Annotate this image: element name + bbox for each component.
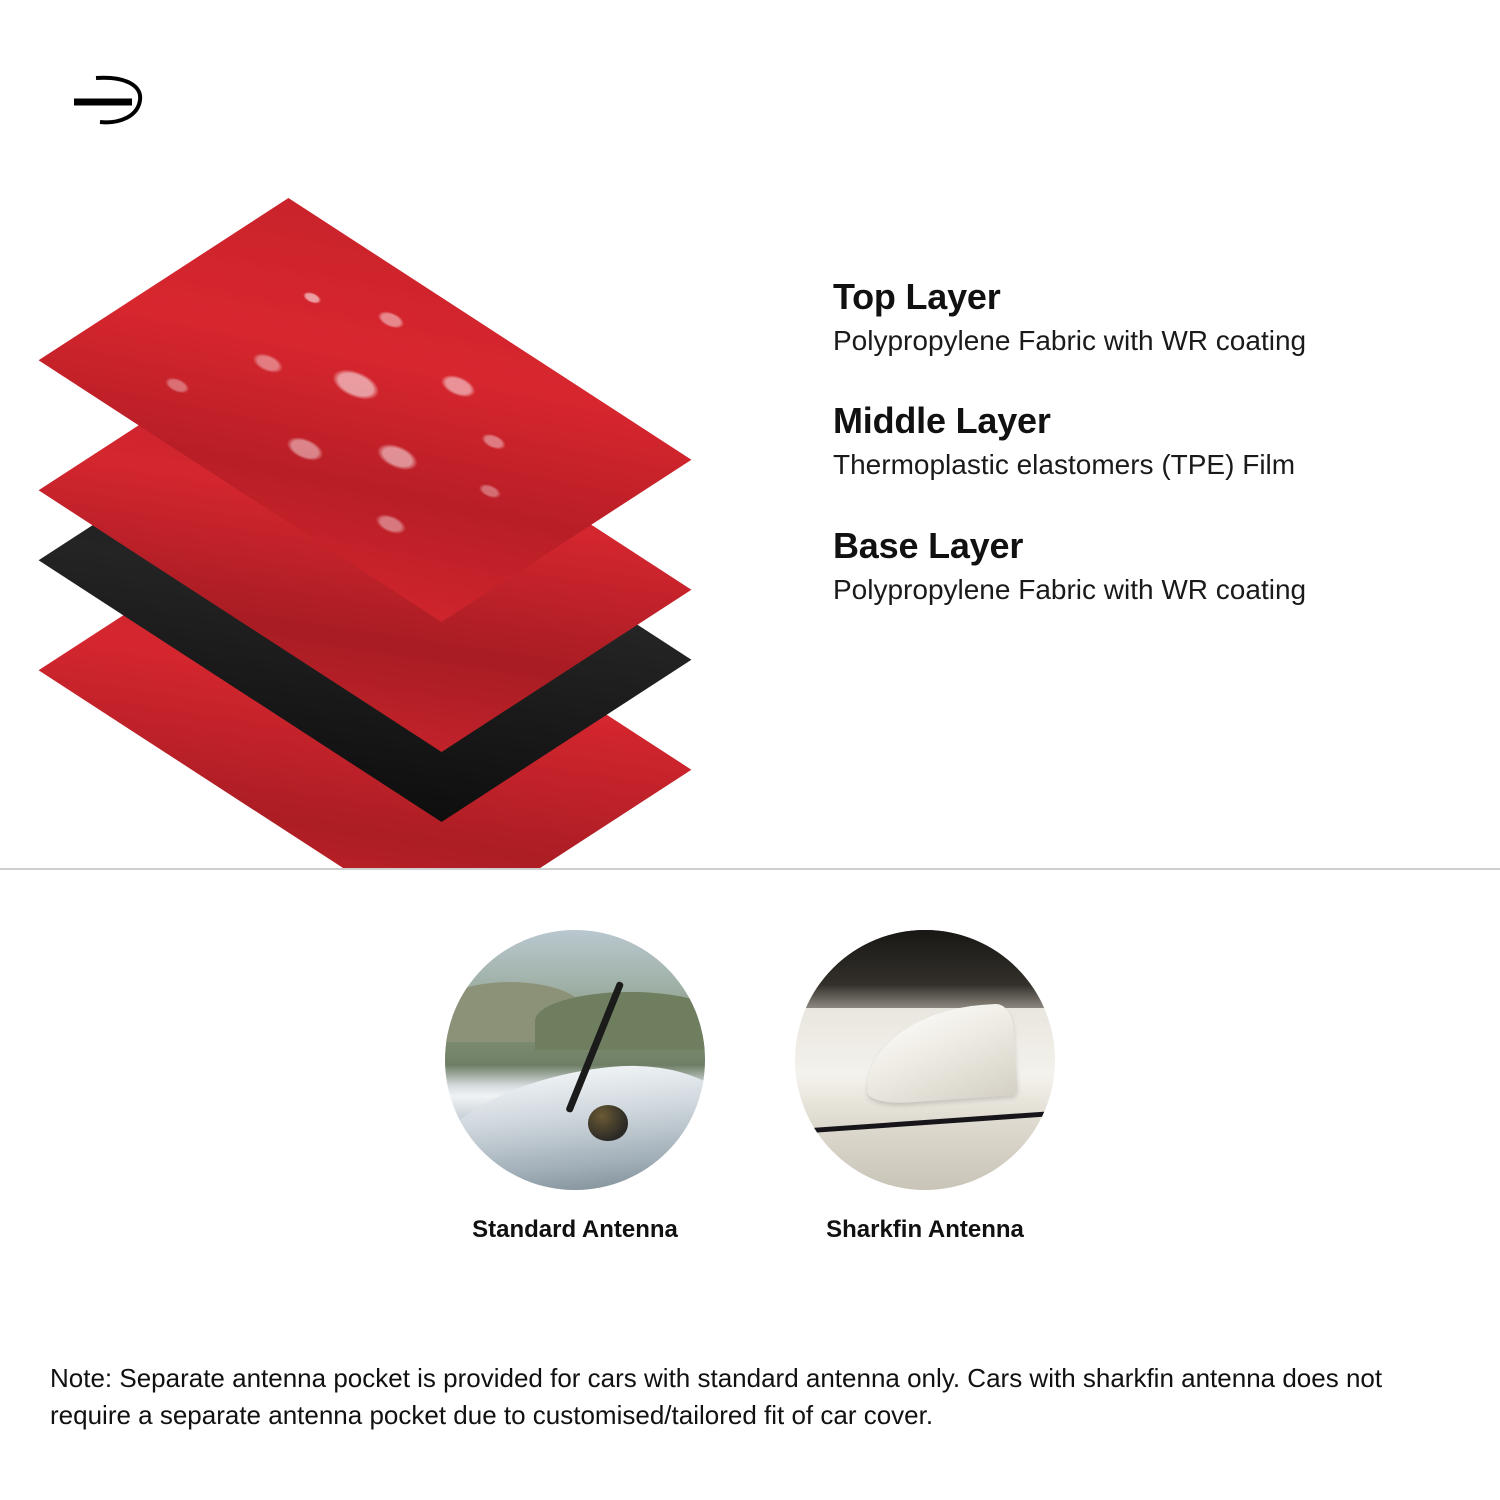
layer-desc-base: Polypropylene Fabric with WR coating bbox=[833, 573, 1307, 605]
antenna-base-shape bbox=[588, 1105, 628, 1141]
fabric-layers-illustration bbox=[95, 195, 795, 755]
layer-title-base: Base Layer bbox=[833, 524, 1024, 566]
sharkfin-antenna-photo bbox=[795, 930, 1055, 1190]
garage-ceiling-shape bbox=[795, 930, 1055, 1008]
antenna-caption-sharkfin: Sharkfin Antenna bbox=[826, 1216, 1024, 1243]
antenna-type-row bbox=[0, 930, 1500, 1244]
layer-entry-middle bbox=[833, 399, 1453, 483]
layer-descriptions bbox=[833, 275, 1453, 648]
roof-trim-line bbox=[795, 1111, 1055, 1134]
car-roof-shape bbox=[445, 1054, 705, 1190]
layer-entry-base bbox=[833, 524, 1453, 608]
antenna-card-sharkfin bbox=[795, 930, 1055, 1244]
hill-shape bbox=[535, 992, 705, 1050]
layer-entry-top bbox=[833, 275, 1453, 359]
antenna-caption-standard: Standard Antenna bbox=[472, 1216, 678, 1243]
layer-title-middle: Middle Layer bbox=[833, 400, 1051, 442]
antenna-note-text: Note: Separate antenna pocket is provided for cars with standard antenna only. Cars with sharkfin antenna does not require a separate antenna pocket due to customised/tailored fit of car cover. bbox=[50, 1363, 1383, 1430]
standard-antenna-photo bbox=[445, 930, 705, 1190]
brand-logo-icon bbox=[70, 72, 148, 128]
sharkfin-shape bbox=[862, 1003, 1018, 1105]
antenna-section bbox=[0, 870, 1500, 1500]
layer-title-top: Top Layer bbox=[833, 276, 1001, 317]
layer-desc-top: Polypropylene Fabric with WR coating bbox=[833, 324, 1307, 356]
antenna-card-standard bbox=[445, 930, 705, 1244]
layer-desc-middle: Thermoplastic elastomers (TPE) Film bbox=[833, 449, 1296, 481]
